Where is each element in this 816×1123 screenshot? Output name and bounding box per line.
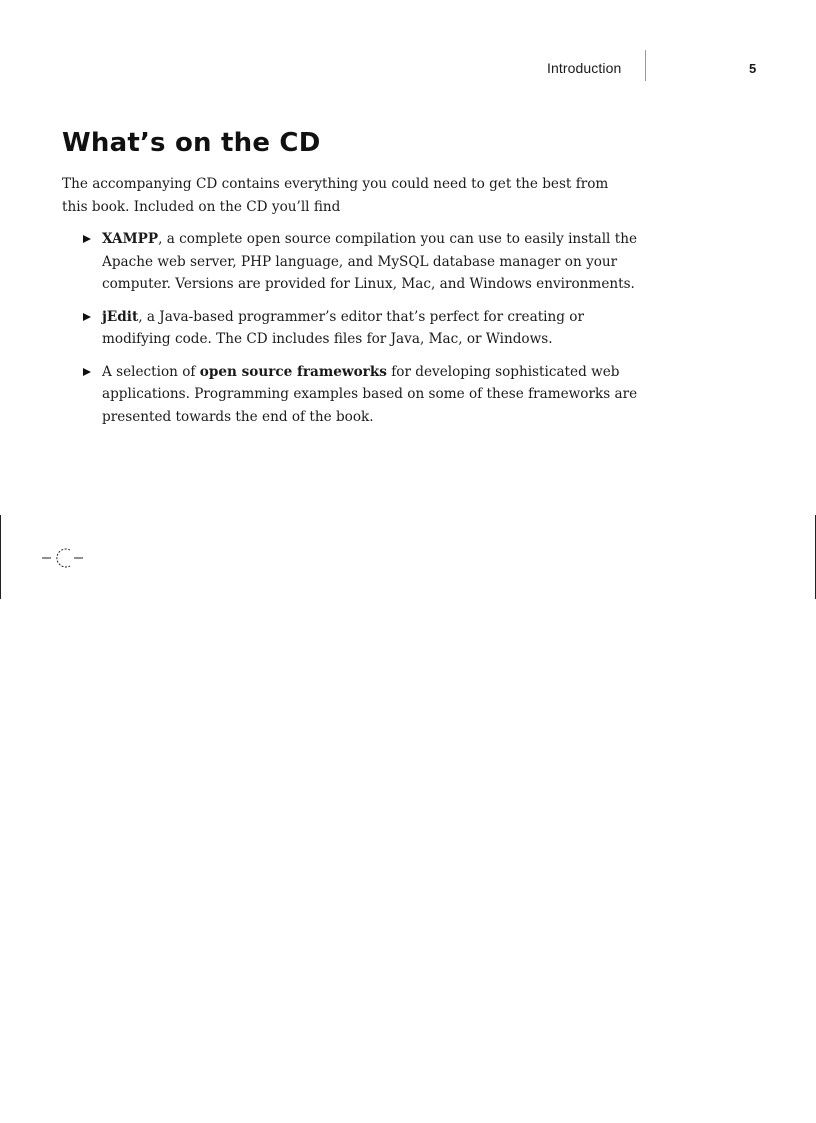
- bullet-term: XAMPP: [102, 231, 159, 247]
- list-item-frameworks: [80, 361, 640, 429]
- right-triangle-icon: [83, 235, 91, 243]
- bullet-text: for developing sophisticated web applications. Programming examples based on some of these frameworks are presented towards the end of the book.: [102, 363, 638, 425]
- running-head: Introduction: [547, 60, 622, 76]
- list-item-jedit: [80, 306, 640, 351]
- right-triangle-icon: [83, 313, 91, 321]
- bullet-text: , a complete open source compilation you can use to easily install the Apache web server, PHP language, and MySQL database manager on your computer. Versions are provided for Linux, Mac, and Windows environments.: [102, 231, 637, 292]
- right-triangle-icon: [83, 368, 91, 376]
- list-item-xampp: [80, 228, 640, 296]
- intro-paragraph: The accompanying CD contains everything you could need to get the best from this book. Included on the CD you’ll find: [62, 176, 609, 215]
- bullet-list: [80, 228, 640, 438]
- bullet-term: jEdit: [102, 308, 139, 325]
- bullet-term: open source frameworks: [199, 363, 387, 380]
- bullet-text: , a Java-based programmer’s editor that’s perfect for creating or modifying code. The CD includes files for Java, Mac, or Windows.: [102, 308, 584, 347]
- page-number: 5: [749, 61, 757, 76]
- bullet-lead: A selection of: [102, 363, 200, 380]
- header-divider: [645, 50, 646, 81]
- crop-registration-icon: [40, 545, 86, 571]
- crop-mark-left: [0, 515, 1, 599]
- section-title: What’s on the CD: [62, 128, 321, 158]
